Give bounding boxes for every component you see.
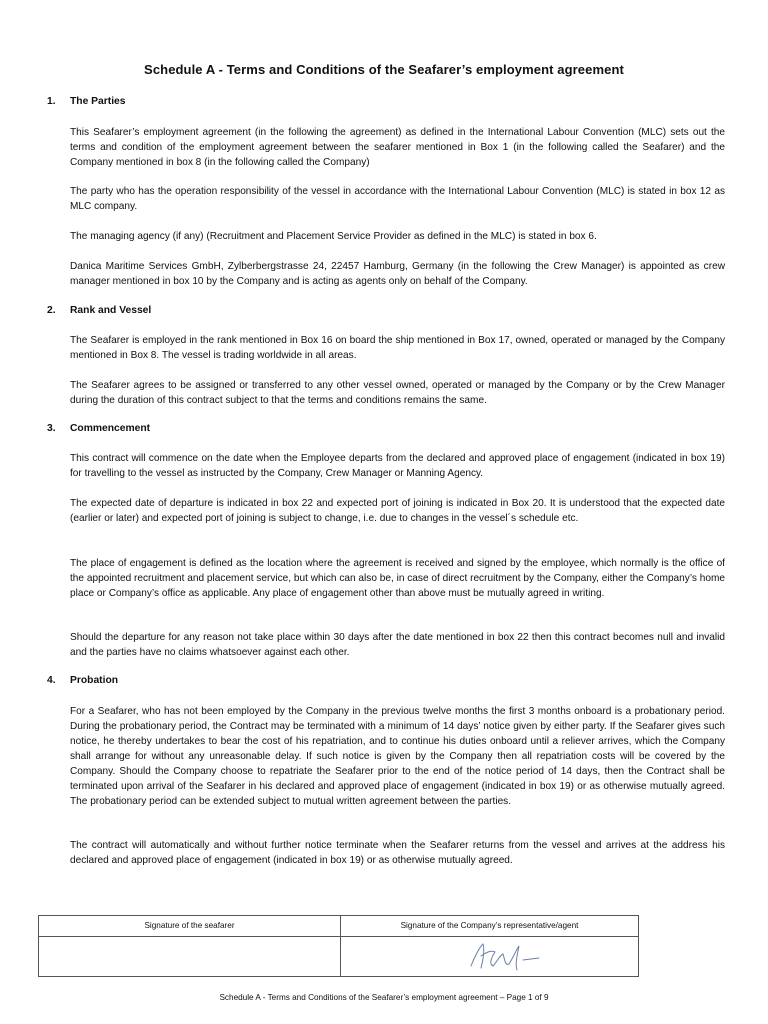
- seafarer-signature-label: Signature of the seafarer: [39, 916, 340, 937]
- paragraph: The contract will automatically and without further notice terminate when the Seafarer returns from the vessel and arrives at the address his declared and approved place of engagement (indicated in box 19) or as otherwise mutually agreed.: [70, 840, 725, 866]
- signature-table: [38, 915, 639, 977]
- document-title: Schedule A - Terms and Conditions of the Seafarer’s employment agreement: [144, 62, 624, 77]
- section-number: 1.: [47, 96, 56, 107]
- company-signature-label: Signature of the Company’s representative/agent: [341, 916, 638, 937]
- paragraph: The managing agency (if any) (Recruitment and Placement Service Provider as defined in the MLC) is stated in box 6.: [70, 231, 597, 242]
- section-title: Rank and Vessel: [70, 305, 152, 316]
- section-heading-parties: [47, 96, 126, 107]
- paragraph: The Seafarer agrees to be assigned or transferred to any other vessel owned, operated or managed by the Company or by the Crew Manager during the duration of this contract subject to that the terms and conditions remains the same.: [70, 380, 725, 406]
- paragraph: The Seafarer is employed in the rank mentioned in Box 16 on board the ship mentioned in Box 17, owned, operated or managed by the Company mentioned in Box 8. The vessel is trading worldwide in all areas.: [70, 335, 725, 361]
- section-title: Probation: [70, 675, 119, 686]
- paragraph: This Seafarer’s employment agreement (in the following the agreement) as defined in the International Labour Convention (MLC) sets out the terms and condition of the employment agreement between the seafarer mentioned in Box 1 (in the following called the Seafarer) and the Company mentioned in box 8 (in the following called the Company): [70, 127, 725, 168]
- section-title: Commencement: [70, 423, 151, 434]
- paragraph: The place of engagement is defined as the location where the agreement is received and signed by the employee, which normally is the office of the appointed recruitment and placement service, but which can also be, in case of direct recruitment by the Company, either the Company’s home place or Company’s office as applicable. Any place of engagement other than above must be mutually agreed in writing.: [70, 558, 725, 599]
- paragraph: Should the departure for any reason not take place within 30 days after the date mentioned in box 22 then this contract becomes null and invalid and the parties have no claims whatsoever against each other.: [70, 632, 725, 658]
- section-number: 4.: [47, 675, 56, 686]
- paragraph: The party who has the operation responsibility of the vessel in accordance with the International Labour Convention (MLC) is stated in box 12 as MLC company.: [70, 186, 725, 212]
- section-number: 3.: [47, 423, 56, 434]
- page-footer: Schedule A - Terms and Conditions of the Seafarer’s employment agreement – Page 1 of 9: [219, 993, 549, 1002]
- paragraph: For a Seafarer, who has not been employed by the Company in the previous twelve months the first 3 months onboard is a probationary period. During the probationary period, the Contract may be terminated with a minimum of 14 days’ notice given by either party. If the Seafarer gives such notice, he thereby undertakes to bear the cost of his repatriation, and to continue his duties onboard until a reliever arrives, which the Company shall arrange for without any unreasonable delay. If such notice is given by the Company then all repatriation costs will be covered by the Company. Should the Company choose to repatriate the Seafarer prior to the end of the notice period of 14 days, then the Contract shall be terminated upon arrival of the Seafarer in his declared and approved place of engagement (indicated in box 19) or as otherwise mutually agreed. The probationary period can be extended subject to mutual written agreement between the parties.: [70, 706, 725, 807]
- section-heading-rank-vessel: [47, 305, 151, 316]
- section-heading-probation: [47, 675, 118, 686]
- section-heading-commencement: [47, 423, 150, 434]
- company-signature-cell[interactable]: [341, 916, 638, 976]
- section-number: 2.: [47, 305, 56, 316]
- section-title: The Parties: [70, 96, 126, 107]
- seafarer-signature-cell[interactable]: [39, 916, 341, 976]
- paragraph: Danica Maritime Services GmbH, Zylberbergstrasse 24, 22457 Hamburg, Germany (in the following the Crew Manager) is appointed as crew manager mentioned in box 10 by the Company and is acting as agents only on behalf of the Company.: [70, 261, 725, 287]
- handwritten-signature: [461, 938, 551, 974]
- paragraph: The expected date of departure is indicated in box 22 and expected port of joining is indicated in Box 20. It is understood that the expected date (earlier or later) and expected port of joining is subject to change, i.e. due to changes in the vessel´s schedule etc.: [70, 498, 725, 524]
- paragraph: This contract will commence on the date when the Employee departs from the declared and approved place of engagement (indicated in box 19) for travelling to the vessel as instructed by the Company, Crew Manager or Manning Agency.: [70, 453, 725, 479]
